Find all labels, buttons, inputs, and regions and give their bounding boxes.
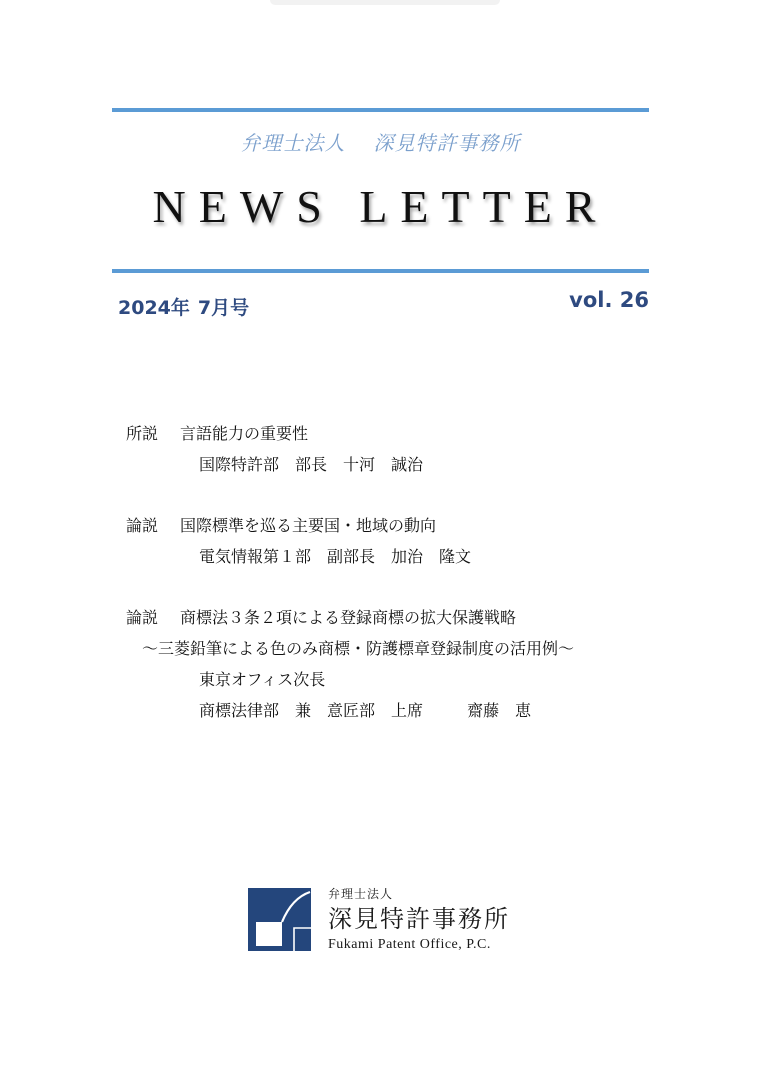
- logo-firm-name: 深見特許事務所: [328, 905, 510, 933]
- author-given-name: 誠治: [391, 455, 424, 474]
- toc-category: 論説: [126, 516, 159, 535]
- author-conjunction: 兼: [295, 701, 312, 720]
- header-rule-bottom: [112, 269, 649, 273]
- toc-entry-heading: [126, 418, 686, 449]
- issue-month: 7月号: [197, 297, 250, 319]
- author-position: 東京オフィス次長: [199, 670, 326, 689]
- toc-subtitle: ～三菱鉛筆による色のみ商標・防護標章登録制度の活用例～: [142, 639, 575, 658]
- firm-name-line: [112, 127, 649, 156]
- author-family-name: 齋藤: [467, 701, 500, 720]
- header-rule-top: [112, 108, 649, 112]
- toc-title: 商標法３条２項による登録商標の拡大保護戦略: [180, 608, 517, 627]
- author-family-name: 十河: [343, 455, 376, 474]
- firm-type: 弁理士法人: [240, 131, 346, 155]
- toc-entry: [126, 602, 686, 726]
- author-position: 上席: [391, 701, 424, 720]
- author-given-name: 隆文: [439, 547, 472, 566]
- toc-category: 所説: [126, 424, 159, 443]
- author-family-name: 加治: [391, 547, 424, 566]
- toc-entry: [126, 418, 686, 480]
- firm-logo-text: [328, 885, 510, 955]
- issue-year: 2024年: [118, 297, 190, 319]
- toc-author: [126, 541, 686, 572]
- toc-author: [126, 449, 686, 480]
- toc-author: [126, 664, 686, 695]
- toc-title: 言語能力の重要性: [180, 424, 309, 443]
- toc-entry-heading: [126, 510, 686, 541]
- issue-date: [118, 293, 249, 320]
- toc-entry: [126, 510, 686, 572]
- toc-title: 国際標準を巡る主要国・地域の動向: [180, 516, 437, 535]
- author-department: 電気情報第１部: [199, 547, 312, 566]
- newsletter-title: NEWS LETTER: [152, 181, 609, 232]
- volume-number: vol. 26: [569, 288, 649, 312]
- toc-author: [126, 695, 686, 726]
- logo-english-name: Fukami Patent Office, P.C.: [328, 937, 491, 952]
- author-department-secondary: 意匠部: [327, 701, 376, 720]
- toc-entry-heading: [126, 602, 686, 633]
- author-department: 国際特許部: [199, 455, 280, 474]
- top-edge-shadow: [270, 0, 500, 5]
- toc-category: 論説: [126, 608, 159, 627]
- author-department: 商標法律部: [199, 701, 280, 720]
- author-given-name: 恵: [515, 701, 532, 720]
- table-of-contents: [126, 418, 686, 756]
- author-position: 副部長: [327, 547, 376, 566]
- firm-name: 深見特許事務所: [373, 131, 521, 155]
- author-position: 部長: [295, 455, 328, 474]
- firm-logo-mark-icon: [248, 888, 311, 951]
- firm-logo: [248, 885, 528, 957]
- logo-firm-type: 弁理士法人: [328, 887, 394, 901]
